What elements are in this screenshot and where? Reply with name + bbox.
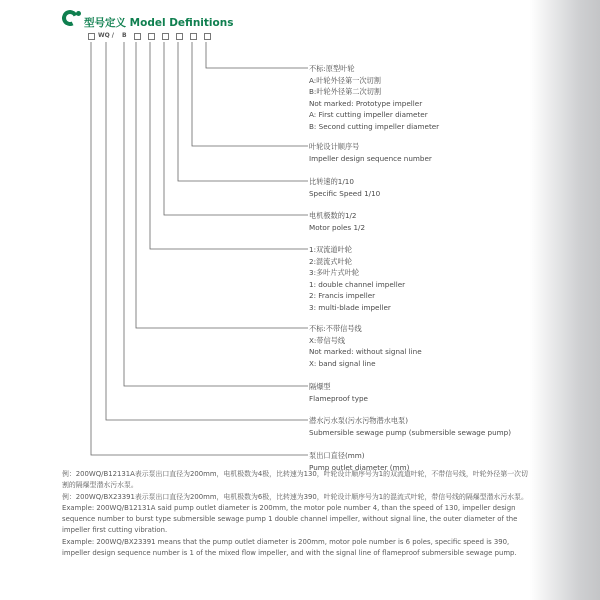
definition-line: A:叶轮外径第一次切割: [309, 75, 381, 85]
code-text-b: B: [122, 32, 127, 39]
page-title: 型号定义 Model Definitions: [84, 17, 234, 29]
definition-motor-poles: [309, 210, 365, 233]
definition-line: Not marked: without signal line: [309, 347, 422, 357]
definition-line: 1: double channel impeller: [309, 279, 406, 289]
definition-line: 2: Francis impeller: [309, 291, 376, 301]
example-note-cn-1: 例：200WQ/B12131A表示泵出口直径为200mm，电机极数为4极，比转速为130，叶轮设计顺序号为1的双流道叶轮，不带信号线，叶轮外径第一次切割的隔爆型潜水污水泵。: [62, 470, 528, 490]
definition-line: 泵出口直径(mm): [309, 451, 365, 460]
definition-line: 不标:不带信号线: [309, 324, 362, 333]
definition-line: Submersible sewage pump (submersible sewage pump): [309, 427, 512, 437]
definition-line: Not marked: Prototype impeller: [309, 98, 423, 108]
definition-line: 2:混流式叶轮: [309, 256, 352, 266]
definition-signal-line: [309, 323, 422, 369]
example-note-en-1: Example: 200WQ/B12131A said pump outlet diameter is 200mm, the motor pole number 4, than the speed of 130, impeller design sequence number to burst type submersible sewage pump 1 double channel impeller, without signal line, the outer diameter of the impeller first cutting vibration.: [62, 503, 518, 535]
definition-sequence: [309, 141, 432, 164]
definition-line: B:叶轮外径第二次切割: [309, 87, 382, 97]
example-note-cn-2: 例：200WQ/BX23391表示泵出口直径为200mm，电机极数为6极，比转速为390，叶轮设计顺序号为1的混流式叶轮，带信号线的隔爆型潜水污水泵。: [62, 492, 528, 501]
definition-line: 电机极数的1/2: [309, 211, 357, 220]
definition-line: 不标:原型叶轮: [309, 64, 355, 73]
example-notes: [62, 469, 532, 559]
definition-line: 隔爆型: [309, 382, 331, 391]
definition-line: X:带信号线: [309, 335, 346, 345]
definition-line: 比转速的1/10: [309, 177, 354, 186]
definition-line: X: band signal line: [309, 358, 376, 368]
definition-line: Motor poles 1/2: [309, 222, 366, 232]
example-note-en-2: Example: 200WQ/BX23391 means that the pump outlet diameter is 200mm, motor pole number is 6 poles, specific speed is 390, impeller design sequence number is 1 of the mixed flow impeller, and with the signal line of flameproof submersible sewage pump.: [62, 537, 517, 558]
definition-line: Flameproof type: [309, 393, 368, 403]
definition-flameproof: [309, 381, 368, 404]
code-text-wq: WQ /: [98, 32, 114, 39]
definition-line: 潜水污水泵(污水污物潜水电泵): [309, 416, 409, 425]
definition-specific-speed: [309, 176, 380, 199]
definition-line: Pump outlet diameter (mm): [309, 462, 410, 472]
definition-line: B: Second cutting impeller diameter: [309, 121, 440, 131]
definition-line: Specific Speed 1/10: [309, 188, 381, 198]
definition-line: 1:双流道叶轮: [309, 245, 352, 254]
definition-impeller-type: [309, 244, 405, 314]
definition-line: 3: multi-blade impeller: [309, 302, 391, 312]
definition-line: 叶轮设计顺序号: [309, 142, 360, 151]
definition-line: 3:多叶片式叶轮: [309, 268, 360, 278]
definition-line: Impeller design sequence number: [309, 153, 432, 163]
definition-line: A: First cutting impeller diameter: [309, 110, 428, 120]
definition-cutting: [309, 63, 439, 133]
definition-sewage-pump: [309, 415, 511, 438]
